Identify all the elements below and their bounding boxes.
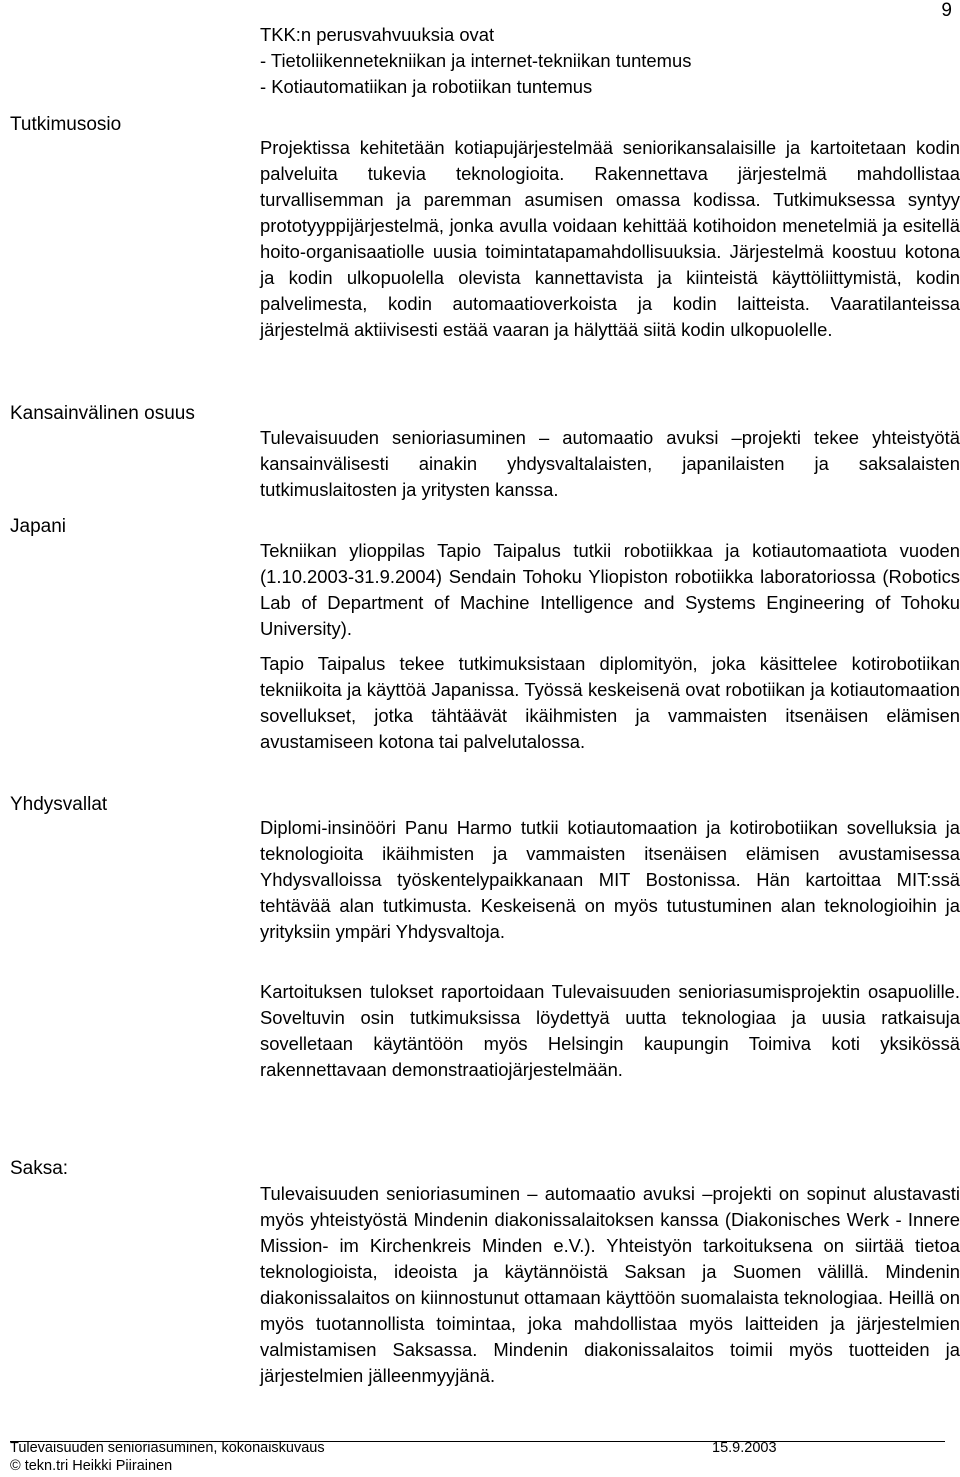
- strengths-item: - Kotiautomatiikan ja robotiikan tuntemus: [260, 76, 593, 97]
- strengths-item: - Tietoliikennetekniikan ja internet-tekniikan tuntemus: [260, 50, 692, 71]
- footer-copyright: © tekn.tri Heikki Piirainen: [10, 1458, 173, 1474]
- paragraph-japani-2: Tapio Taipalus tekee tutkimuksistaan diplomityön, joka käsittelee kotirobotiikan tekniikoita ja käyttöä Japanissa. Työssä keskeisenä ovat robotiikan ja kotiautomaation sovellukset, jotka tähtäävät ikäihmisten ja vammaisten itsenäisen elämisen avustamiseen kotona tai palvelutalossa.: [260, 653, 960, 752]
- paragraph-kartoitus: Kartoituksen tulokset raportoidaan Tulevaisuuden senioriasumisprojektin osapuolille. Soveltuvin osin tutkimuksissa löydettyä uutta teknologiaa ja uusia ratkaisuja sovelletaan käytäntöön myös Helsingin kaupungin Toimiva koti yksikössä rakennettavaan demonstraatiojärjestelmään.: [260, 981, 960, 1080]
- side-label-kansainvalinen: Kansainvälinen osuus: [10, 403, 195, 424]
- paragraph-kansainvalinen: Tulevaisuuden senioriasuminen – automaatio avuksi –projekti tekee yhteistyötä kansainvälisesti ainakin yhdysvaltalaisten, japanilaisten ja saksalaisten tutkimuslaitosten ja yritysten kanssa.: [260, 427, 960, 500]
- side-label-yhdysvallat: Yhdysvallat: [10, 794, 108, 815]
- footer-date: 15.9.2003: [712, 1440, 777, 1456]
- paragraph-japani-1: Tekniikan ylioppilas Tapio Taipalus tutkii robotiikkaa ja kotiautomaatiota vuoden (1.10.2003-31.9.2004) Sendain Tohoku Yliopiston robotiikka laboratoriossa (Robotics Lab of Department of Machine Intelligence and Systems Engineering of Tohoku University).: [260, 540, 960, 639]
- side-label-japani: Japani: [10, 516, 66, 537]
- side-label-tutkimusosio: Tutkimusosio: [10, 114, 122, 135]
- paragraph-yhdysvallat: Diplomi-insinööri Panu Harmo tutkii kotiautomaation ja kotirobotiikan sovelluksia ja teknologioita ikäihmisten ja vammaisten itsenäisen elämisen avustamisessa Yhdysvalloissa työskentelypaikkanaan MIT Bostonissa. Hän kartoittaa MIT:ssä tehtävää alan tutkimusta. Keskeisenä on myös tutustuminen alan teknologioihin ja yrityksiin ympäri Yhdysvaltoja.: [260, 817, 960, 942]
- side-label-saksa: Saksa:: [10, 1158, 69, 1179]
- paragraph-saksa: Tulevaisuuden senioriasuminen – automaatio avuksi –projekti on sopinut alustavasti myös yhteistyöstä Mindenin diakonissalaitoksen kanssa (Diakonisches Werk - Innere Mission- im Kirchenkreis Minden e.V.). Yhteistyön tarkoituksena on siirtää tietoa teknologioista, ideoista ja käytännöistä Saksan ja Suomen välillä. Mindenin diakonissalaitos on kiinnostunut ottamaan käyttöön suomalaista teknologiaa. Heillä on myös tuotannollista toimintaa, joka mahdollistaa myös laitteiden ja järjestelmien valmistamisen Saksassa. Mindenin diakonissalaitos toimii myös tuotteiden ja järjestelmien jälleenmyyjänä.: [260, 1183, 960, 1386]
- strengths-heading: TKK:n perusvahvuuksia ovat: [260, 24, 495, 45]
- paragraph-projekti: Projektissa kehitetään kotiapujärjestelmää seniorikansalaisille ja kartoitetaan kodin palveluita tukevia teknologioita. Rakennettava järjestelmä mahdollistaa turvallisemman ja paremman asumisen omassa kodissa. Tutkimuksessa syntyy prototyyppijärjestelmä, jonka avulla voidaan kehittää kotihoidon menetelmiä ja esitellä hoito-organisaatiolle uusia toimintatapamahdollisuuksia. Järjestelmä koostuu kotona ja kodin ulkopuolella olevista kannettavista ja kiinteistä käyttöliittymistä, kodin palvelimesta, kodin automaatioverkoista ja kodin laitteista. Vaaratilanteissa järjestelmä aktiivisesti estää vaaran ja hälyttää siitä kodin ulkopuolelle.: [260, 137, 960, 340]
- strengths-list: [260, 22, 960, 100]
- footer-title: Tulevaisuuden senioriasuminen, kokonaiskuvaus: [10, 1440, 325, 1456]
- page-number: 9: [941, 0, 952, 21]
- page-footer: [10, 1439, 777, 1475]
